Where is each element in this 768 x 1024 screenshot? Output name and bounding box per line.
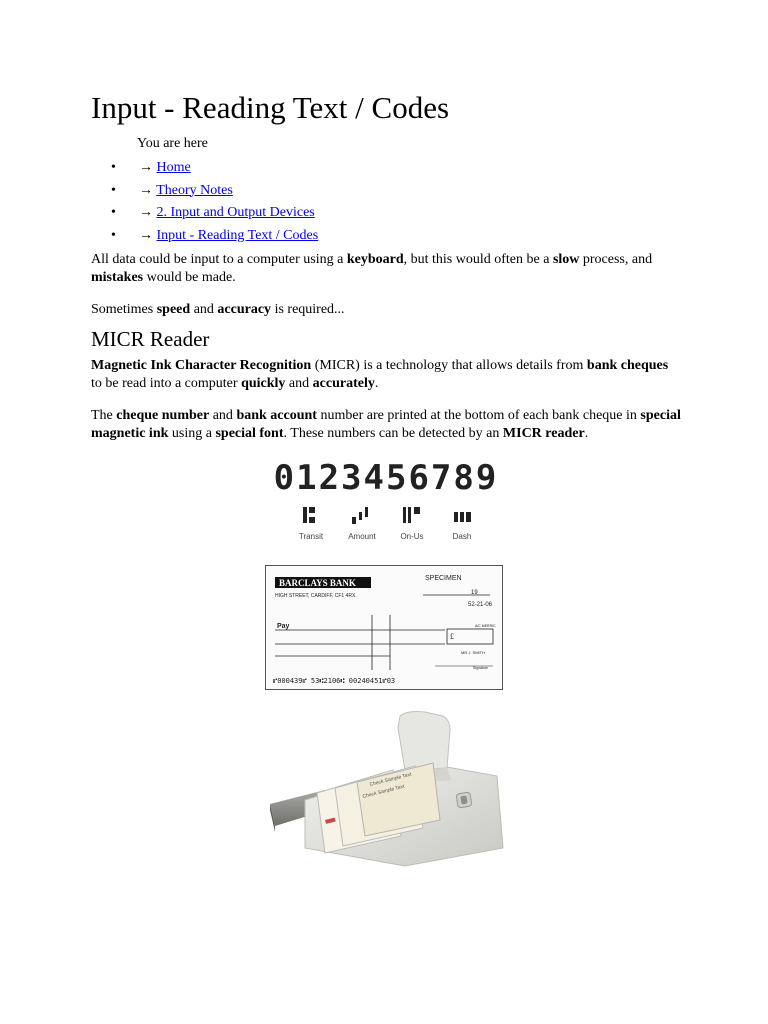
you-are-here-label: You are here — [137, 136, 208, 151]
bullet: • — [111, 160, 116, 175]
page-title: Input - Reading Text / Codes — [91, 90, 450, 125]
speed-accuracy-paragraph — [91, 301, 681, 319]
intro-paragraph — [91, 251, 681, 286]
breadcrumb-item-home — [91, 157, 318, 180]
text: and — [285, 375, 313, 391]
bullet: • — [111, 227, 116, 243]
breadcrumb-link-theory-notes[interactable]: Theory Notes — [156, 182, 233, 198]
section-heading-micr: MICR Reader — [91, 327, 210, 351]
micr-digits: 0123456789 — [273, 458, 499, 498]
breadcrumb-arrow: → — [139, 160, 153, 175]
bullet: • — [111, 205, 116, 221]
cheque-graphic — [265, 565, 503, 690]
scanner-cheque-text-2: Check Sample Text — [362, 783, 406, 800]
text: to be read into a computer — [91, 375, 242, 391]
symbol-label-transit: Transit — [298, 532, 324, 541]
scanner-cheque-text-1: Check Sample Text — [369, 771, 413, 788]
breadcrumb-item-current — [91, 225, 318, 248]
bold-accurately: accurately — [312, 375, 375, 391]
breadcrumb-link-input-output-devices[interactable]: 2. Input and Output Devices — [156, 205, 315, 221]
micr-reader-graphic — [265, 708, 510, 870]
breadcrumb-arrow: → — [139, 205, 153, 221]
text: . These numbers can be detected by an — [283, 425, 503, 441]
text: process, and — [579, 252, 653, 267]
bold-special-magnetic-ink: special magnetic ink — [91, 408, 681, 441]
text: would be made. — [143, 269, 236, 285]
micr-font-image — [245, 455, 527, 547]
cheque-account-name: MR J. SMITH — [461, 650, 485, 655]
micr-details-paragraph — [91, 407, 681, 442]
text: Sometimes — [91, 302, 157, 317]
symbol-label-dash: Dash — [452, 532, 472, 541]
bold-cheque-number: cheque number — [116, 408, 210, 423]
cheque-sort-code: 52-21-06 — [468, 602, 493, 608]
text: number are printed at the bottom of each bank cheque in — [316, 408, 641, 423]
micr-font-graphic — [245, 455, 527, 547]
cheque-specimen: SPECIMEN — [425, 575, 462, 582]
bold-accuracy: accuracy — [217, 302, 272, 317]
bold-special-font: special font — [215, 425, 284, 441]
text: and — [209, 408, 237, 423]
text: . — [374, 375, 379, 391]
text: using a — [168, 425, 216, 441]
breadcrumb-link-current[interactable]: Input - Reading Text / Codes — [156, 227, 319, 243]
cheque-pound: £ — [450, 632, 454, 641]
micr-definition-paragraph — [91, 357, 681, 392]
breadcrumb-arrow: → — [139, 227, 153, 243]
text: , but this would often be a — [403, 252, 553, 267]
bold-speed: speed — [156, 302, 191, 317]
bold-micr-term: Magnetic Ink Character Recognition — [91, 358, 312, 373]
text: . — [584, 425, 589, 441]
breadcrumb-item-input-output-devices — [91, 202, 318, 225]
micr-reader-image — [265, 708, 510, 870]
text: The — [91, 408, 117, 423]
bold-keyboard: keyboard — [346, 252, 404, 267]
bold-bank-account: bank account — [236, 408, 317, 423]
text: (MICR) is a technology that allows details from — [311, 358, 587, 373]
breadcrumb-item-theory-notes — [91, 180, 318, 203]
breadcrumb-link-home[interactable]: Home — [156, 160, 191, 175]
cheque-bank-name: BARCLAYS BANK — [279, 578, 356, 588]
cheque-signature-label: Signature — [473, 666, 488, 670]
bold-slow: slow — [552, 252, 580, 267]
text: All data could be input to a computer using a — [91, 252, 347, 267]
cheque-micr-line: ⑈000439⑈ 53⑆2106⑆ 00240451⑈03 — [273, 677, 396, 685]
breadcrumb-arrow: → — [139, 182, 153, 198]
text: and — [190, 302, 218, 317]
breadcrumb — [91, 157, 318, 247]
cheque-image — [265, 565, 503, 690]
bold-bank-cheques: bank cheques — [586, 358, 669, 373]
cheque-pay: Pay — [277, 623, 290, 630]
bullet: • — [111, 182, 116, 198]
cheque-year: 19 — [471, 590, 478, 596]
cheque-ac-label: A/C MERRIC — [475, 624, 496, 628]
cheque-address: HIGH STREET, CARDIFF, CF1 4RX. — [275, 593, 357, 599]
symbol-label-amount: Amount — [348, 532, 376, 541]
bold-quickly: quickly — [241, 375, 286, 391]
symbol-label-on-us: On-Us — [400, 532, 424, 541]
text: is required... — [271, 302, 345, 317]
bold-mistakes: mistakes — [91, 269, 144, 285]
bold-micr-reader: MICR reader — [502, 425, 585, 441]
